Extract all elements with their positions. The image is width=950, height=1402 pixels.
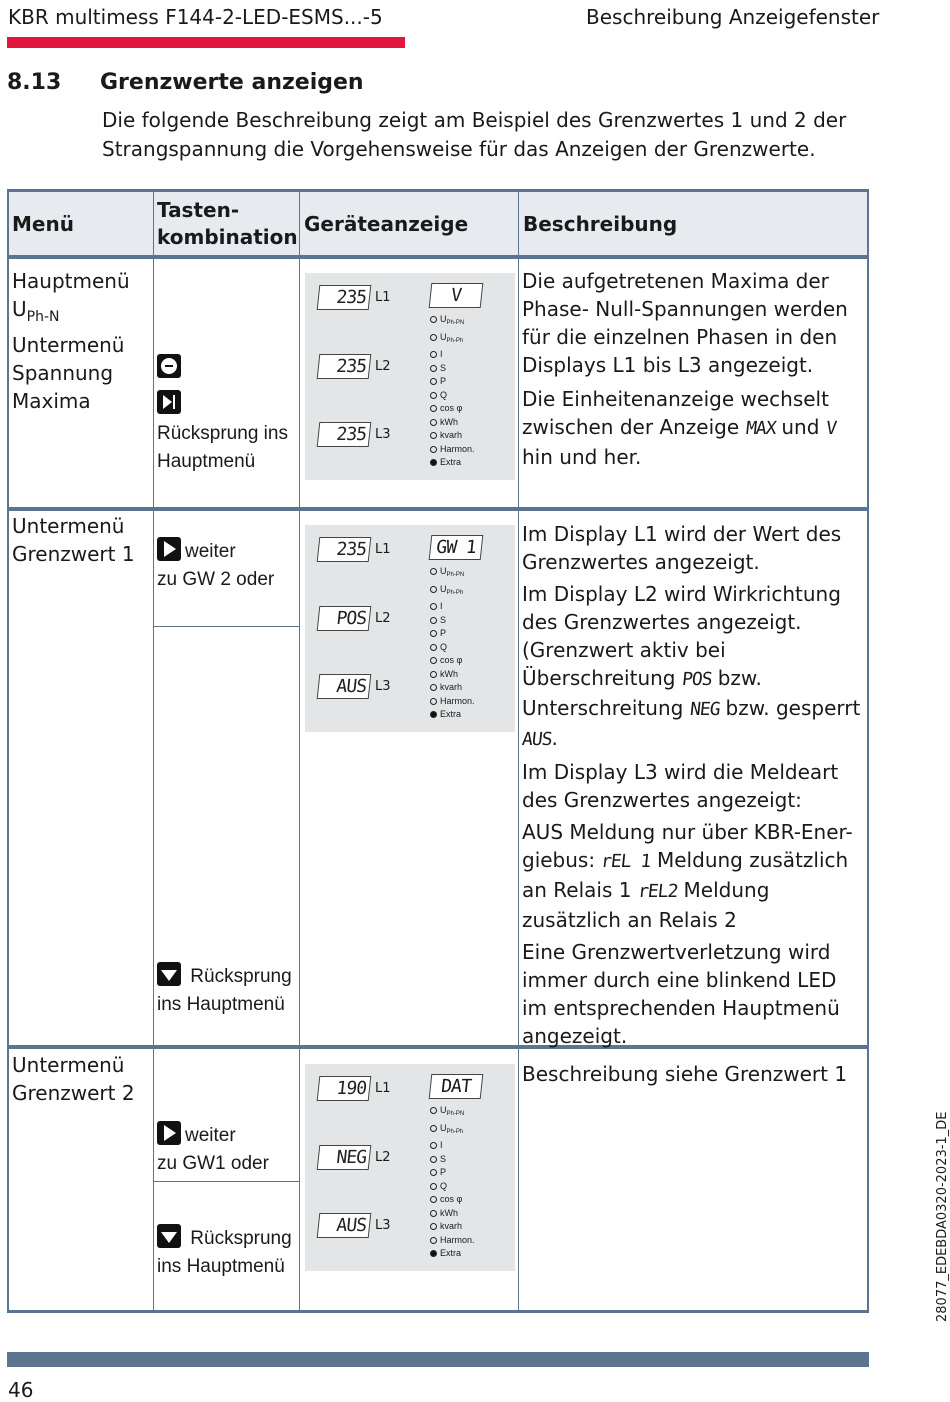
minus-key-icon xyxy=(157,354,181,378)
row1-description xyxy=(522,267,867,471)
led-list xyxy=(430,565,475,722)
led-label: kWh xyxy=(440,416,458,427)
menu-line: Untermenü xyxy=(12,514,125,538)
led-label: cos φ xyxy=(440,655,463,665)
led-list xyxy=(430,1104,475,1261)
display-line-label: L2 xyxy=(375,359,391,374)
led-indicator xyxy=(430,1180,475,1194)
device-display-panel xyxy=(305,1064,515,1271)
description-paragraph: Im Display L3 wird die Meldeart des Grenzwertes angezeigt: xyxy=(522,760,839,812)
led-label: kvarh xyxy=(440,682,463,692)
led-off-icon xyxy=(430,1183,437,1190)
display-line-3: AUS xyxy=(317,1213,372,1238)
description-text: Meldung zusätzlich an Relais 1 xyxy=(522,848,849,902)
led-label: U xyxy=(440,314,447,324)
led-indicator xyxy=(430,681,475,695)
led-off-icon xyxy=(430,334,437,341)
keys-text: Rücksprung ins xyxy=(157,423,288,444)
menu-line xyxy=(12,295,130,331)
led-off-icon xyxy=(430,586,437,593)
led-indicator xyxy=(430,331,475,349)
led-off-icon xyxy=(430,603,437,610)
row3-keys-next xyxy=(157,1121,269,1178)
led-label-subscript: Ph-PN xyxy=(446,572,465,578)
led-indicator xyxy=(430,641,475,655)
led-indicator xyxy=(430,429,475,443)
led-indicator xyxy=(430,1166,475,1180)
led-off-icon xyxy=(430,617,437,624)
led-on-icon xyxy=(430,459,437,466)
row3-description xyxy=(522,1060,867,1088)
led-off-icon xyxy=(430,1223,437,1230)
led-label: Harmon. xyxy=(440,443,475,454)
led-indicator xyxy=(430,583,475,601)
led-off-icon xyxy=(430,1125,437,1132)
keys-text: ins Hauptmenü xyxy=(157,1256,285,1277)
led-label: U xyxy=(440,583,447,594)
display-line-2: POS xyxy=(317,606,372,631)
page-number: 46 xyxy=(8,1378,34,1402)
led-list xyxy=(430,313,475,470)
menu-line: Untermenü xyxy=(12,333,125,357)
table-rule xyxy=(518,189,519,1313)
led-off-icon xyxy=(430,684,437,691)
menu-line: Grenzwert 2 xyxy=(12,1081,135,1105)
led-indicator xyxy=(430,654,475,668)
display-line-1: 235 xyxy=(317,285,372,310)
display-line-1: 190 xyxy=(317,1076,372,1101)
led-off-icon xyxy=(430,1210,437,1217)
table-rule xyxy=(7,189,869,192)
led-label: Q xyxy=(440,389,448,400)
description-paragraph: Beschreibung siehe Grenzwert 1 xyxy=(522,1062,848,1086)
led-off-icon xyxy=(430,698,437,705)
led-indicator xyxy=(430,1153,475,1167)
led-label: Extra xyxy=(440,709,462,719)
led-label: U xyxy=(440,331,447,342)
table-rule xyxy=(153,189,154,1313)
led-label: P xyxy=(440,376,447,386)
keys-line xyxy=(157,1121,269,1150)
led-label-subscript: Ph-Ph xyxy=(446,589,464,596)
table-rule xyxy=(867,189,869,1313)
description-paragraph xyxy=(522,818,867,934)
led-label: S xyxy=(440,614,447,625)
led-indicator xyxy=(430,402,475,416)
column-header-keys-text: Tasten-kombination xyxy=(157,198,298,249)
led-off-icon xyxy=(430,316,437,323)
row2-description xyxy=(522,520,867,1050)
table-rule xyxy=(7,507,869,511)
lcd-text: V xyxy=(824,418,837,439)
lcd-text: rEL2 xyxy=(636,881,679,902)
led-label: Harmon. xyxy=(440,1234,475,1245)
row3-keys-back xyxy=(157,1224,292,1281)
led-label-subscript: Ph-PN xyxy=(446,320,465,326)
led-off-icon xyxy=(430,1196,437,1203)
row3-menu xyxy=(12,1051,135,1107)
description-text: hin und her. xyxy=(522,445,642,469)
section-number: 8.13 xyxy=(7,70,62,95)
led-indicator xyxy=(430,1207,475,1221)
led-label: Extra xyxy=(440,1248,462,1258)
led-indicator xyxy=(430,708,475,722)
led-indicator xyxy=(430,1193,475,1207)
led-indicator xyxy=(430,389,475,403)
led-indicator xyxy=(430,600,475,614)
menu-line: Untermenü xyxy=(12,1053,125,1077)
description-paragraph: Die aufgetretenen Maxima der Phase- Null-Spannungen werden für die einzelnen Phasen in den Displays L1 bis L3 angezeigt. xyxy=(522,269,848,377)
unit-display: GW 1 xyxy=(429,535,484,560)
display-line-2: 235 xyxy=(317,354,372,379)
description-text: Meldung zusätzlich an Relais 2 xyxy=(522,878,770,932)
table-rule xyxy=(7,255,869,259)
led-label-subscript: Ph-Ph xyxy=(446,1128,464,1135)
description-text: bzw. gesperrt xyxy=(725,696,861,720)
led-on-icon xyxy=(430,711,437,718)
section-title: Grenzwerte anzeigen xyxy=(100,70,364,95)
led-indicator xyxy=(430,1234,475,1248)
led-off-icon xyxy=(430,657,437,664)
led-label: Q xyxy=(440,1180,448,1191)
led-label: kvarh xyxy=(440,1221,463,1231)
led-label: Harmon. xyxy=(440,695,475,706)
led-label: kvarh xyxy=(440,430,463,440)
keys-text: Rücksprung xyxy=(190,1228,292,1249)
led-label: Q xyxy=(440,641,448,652)
led-indicator xyxy=(430,668,475,682)
table-rule xyxy=(154,1181,299,1182)
led-label: cos φ xyxy=(440,1194,463,1204)
keys-text: weiter xyxy=(185,1125,236,1146)
column-header-description: Beschreibung xyxy=(523,212,678,236)
led-off-icon xyxy=(430,671,437,678)
description-paragraph: Im Display L1 wird der Wert des Grenzwertes angezeigt. xyxy=(522,522,842,574)
keys-line xyxy=(157,962,292,991)
keys-text: Hauptmenü xyxy=(157,451,256,472)
header-accent-bar xyxy=(7,37,405,48)
display-line-label: L1 xyxy=(375,1081,391,1096)
led-label: I xyxy=(440,1140,443,1150)
column-header-display: Geräteanzeige xyxy=(304,212,469,236)
display-line-3: AUS xyxy=(317,674,372,699)
description-text: bzw. Unterschreitung xyxy=(522,666,762,720)
led-label: S xyxy=(440,362,447,373)
led-indicator xyxy=(430,565,475,583)
led-off-icon xyxy=(430,351,437,358)
display-line-label: L3 xyxy=(375,679,391,694)
display-line-label: L3 xyxy=(375,1218,391,1233)
led-indicator xyxy=(430,313,475,331)
led-label: kWh xyxy=(440,1207,458,1218)
column-header-keys xyxy=(157,197,297,251)
device-display-panel xyxy=(305,525,515,732)
led-label: U xyxy=(440,1122,447,1133)
led-indicator xyxy=(430,627,475,641)
led-indicator xyxy=(430,1122,475,1140)
led-label-subscript: Ph-Ph xyxy=(446,337,464,344)
led-label: I xyxy=(440,349,443,359)
led-label: S xyxy=(440,1153,447,1164)
led-off-icon xyxy=(430,378,437,385)
led-off-icon xyxy=(430,446,437,453)
keys-line xyxy=(157,1224,292,1253)
lcd-text: NEG xyxy=(688,699,721,720)
device-display-panel xyxy=(305,273,515,480)
led-off-icon xyxy=(430,568,437,575)
right-key-icon xyxy=(157,1121,181,1145)
led-indicator xyxy=(430,1104,475,1122)
keys-text: weiter xyxy=(185,541,236,562)
description-text: Im Display L2 wird Wirkrichtung des Grenzwertes angezeigt. (Grenzwert aktiv bei Überschreitung xyxy=(522,582,841,690)
led-indicator xyxy=(430,614,475,628)
display-line-3: 235 xyxy=(317,422,372,447)
row2-keys-next xyxy=(157,537,274,594)
row2-menu xyxy=(12,512,135,568)
lcd-text: MAX xyxy=(744,418,777,439)
row2-keys-back xyxy=(157,962,292,1019)
skip-key-icon xyxy=(157,390,181,414)
keys-text: ins Hauptmenü xyxy=(157,994,285,1015)
led-off-icon xyxy=(430,1107,437,1114)
description-text: . xyxy=(551,726,558,750)
led-indicator xyxy=(430,362,475,376)
display-line-2: NEG xyxy=(317,1145,372,1170)
menu-line: Grenzwert 1 xyxy=(12,542,135,566)
menu-symbol: U xyxy=(12,297,27,321)
display-line-label: L2 xyxy=(375,611,391,626)
led-indicator xyxy=(430,1247,475,1261)
led-indicator xyxy=(430,348,475,362)
description-paragraph xyxy=(522,385,867,471)
running-header-section: Beschreibung Anzeigefenster xyxy=(586,5,880,29)
description-text: und xyxy=(781,415,820,439)
row1-menu xyxy=(12,267,130,415)
menu-line: Spannung xyxy=(12,361,114,385)
display-line-label: L3 xyxy=(375,427,391,442)
keys-text: zu GW 2 oder xyxy=(157,569,275,590)
led-off-icon xyxy=(430,419,437,426)
led-indicator xyxy=(430,695,475,709)
footer-bar xyxy=(7,1352,869,1367)
led-label: cos φ xyxy=(440,403,463,413)
menu-line: Hauptmenü xyxy=(12,269,130,293)
led-label: P xyxy=(440,628,447,638)
display-line-label: L1 xyxy=(375,542,391,557)
description-text: AUS Meldung nur über KBR-Ener-giebus: xyxy=(522,820,853,872)
led-indicator xyxy=(430,1139,475,1153)
description-paragraph xyxy=(522,580,867,754)
section-intro: Die folgende Beschreibung zeigt am Beispiel des Grenzwertes 1 und 2 der Strangspannung die Vorgehensweise für das Anzeigen der Grenzwerte. xyxy=(102,108,847,161)
menu-line: Maxima xyxy=(12,389,91,413)
led-indicator xyxy=(430,1220,475,1234)
lcd-text: AUS xyxy=(520,729,553,750)
down-key-icon xyxy=(157,962,181,986)
table-rule xyxy=(299,189,300,1313)
led-on-icon xyxy=(430,1250,437,1257)
led-off-icon xyxy=(430,392,437,399)
right-key-icon xyxy=(157,537,181,561)
description-text: Die Einheitenanzeige wechselt zwischen der Anzeige xyxy=(522,387,829,439)
led-indicator xyxy=(430,375,475,389)
lcd-text: rEL 1 xyxy=(600,851,652,872)
display-line-1: 235 xyxy=(317,537,372,562)
unit-display: V xyxy=(429,283,484,308)
table-rule xyxy=(7,189,9,1313)
description-paragraph: Eine Grenzwertverletzung wird immer durch eine blinkend LED im entsprechenden Hauptmenü angezeigt. xyxy=(522,940,840,1048)
display-line-label: L1 xyxy=(375,290,391,305)
column-header-menu: Menü xyxy=(12,212,74,236)
keys-text: Rücksprung xyxy=(190,966,292,987)
menu-subscript: Ph-N xyxy=(26,309,60,325)
down-key-icon xyxy=(157,1224,181,1248)
limits-table xyxy=(7,189,869,1313)
keys-text: zu GW1 oder xyxy=(157,1153,269,1174)
led-off-icon xyxy=(430,1142,437,1149)
led-off-icon xyxy=(430,630,437,637)
table-rule xyxy=(7,1310,869,1313)
led-indicator xyxy=(430,443,475,457)
display-line-label: L2 xyxy=(375,1150,391,1165)
led-off-icon xyxy=(430,644,437,651)
lcd-text: POS xyxy=(680,669,713,690)
led-off-icon xyxy=(430,432,437,439)
led-off-icon xyxy=(430,1156,437,1163)
led-label: Extra xyxy=(440,457,462,467)
led-indicator xyxy=(430,456,475,470)
led-off-icon xyxy=(430,1237,437,1244)
led-indicator xyxy=(430,416,475,430)
led-label: I xyxy=(440,601,443,611)
led-label: P xyxy=(440,1167,447,1177)
led-off-icon xyxy=(430,405,437,412)
unit-display: DAT xyxy=(429,1074,484,1099)
led-off-icon xyxy=(430,365,437,372)
led-label: U xyxy=(440,566,447,576)
running-header-title: KBR multimess F144-2-LED-ESMS...-5 xyxy=(8,5,383,29)
keys-line xyxy=(157,537,274,566)
led-label: kWh xyxy=(440,668,458,679)
led-off-icon xyxy=(430,1169,437,1176)
led-label-subscript: Ph-PN xyxy=(446,1111,465,1117)
row1-keys xyxy=(157,354,288,476)
table-rule xyxy=(154,626,299,627)
led-label: U xyxy=(440,1105,447,1115)
document-code: 28077_EDEBDA0320-2023-1_DE xyxy=(935,1111,950,1322)
